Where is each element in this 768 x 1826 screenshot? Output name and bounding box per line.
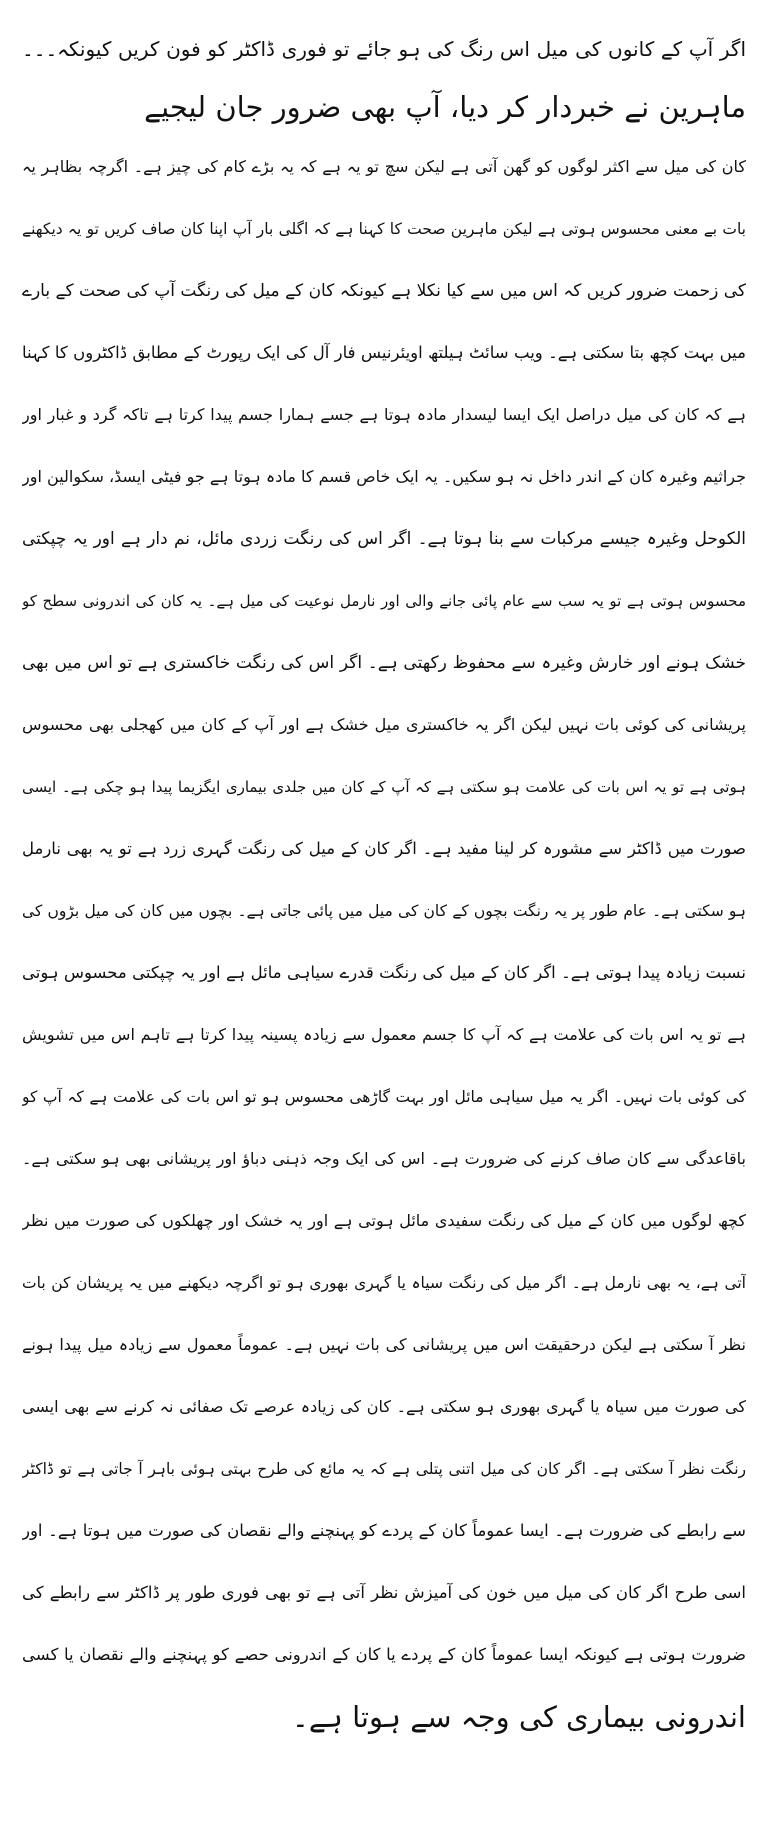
body-line: باقاعدگی سے کان صاف کرنے کی ضرورت ہے۔ اس کی ایک وجہ ذہنی دباؤ اور پریشانی بھی ہو سکتی ہے۔: [22, 1149, 746, 1168]
body-line: رنگت نظر آ سکتی ہے۔ اگر کان کی میل اتنی پتلی ہے کہ یہ مائع کی طرح بہتی ہوئی باہر آ جاتی ہے تو ڈاکٹر: [22, 1460, 746, 1478]
body-line: کی زحمت ضرور کریں کہ اس میں سے کیا نکلا ہے کیونکہ کان کے میل کی رنگت آپ کی صحت کے بارے: [22, 281, 746, 301]
body-line: کچھ لوگوں میں کان کے میل کی رنگت سفیدی مائل ہوتی ہے اور یہ خشک اور چھلکوں کی صورت میں نظر: [22, 1211, 746, 1230]
body-line: کی صورت میں سیاہ یا گہری بھوری ہو سکتی ہے۔ کان کی زیادہ عرصے تک صفائی نہ کرنے سے بھی ایسی: [22, 1397, 746, 1416]
body-line: میں بہت کچھ بتا سکتی ہے۔ ویب سائٹ ہیلتھ اویئرنیس فار آل کی ایک رپورٹ کے مطابق ڈاکٹروں کا کہنا: [22, 343, 746, 362]
body-line: ہو سکتی ہے۔ عام طور پر یہ رنگت بچوں کے کان کی میل میں پائی جاتی ہے۔ بچوں میں کان کی میل بڑوں کی: [22, 902, 746, 920]
body-line: نظر آ سکتی ہے لیکن درحقیقت اس میں پریشانی کی بات نہیں ہے۔ عموماً معمول سے زیادہ میل پیدا ہونے: [22, 1335, 746, 1354]
body-line: ہے کہ کان کی میل دراصل ایک ایسا لیسدار مادہ ہوتا ہے جسے ہمارا جسم پیدا کرتا ہے تاکہ گرد و غبار اور: [22, 405, 746, 424]
article: [22, 20, 746, 1748]
body-line: کان کی میل سے اکثر لوگوں کو گھن آتی ہے لیکن سچ تو یہ ہے کہ یہ بڑے کام کی چیز ہے۔ اگرچہ بظاہر یہ: [22, 157, 746, 176]
body-line: کی کوئی بات نہیں۔ اگر یہ میل سیاہی مائل اور بہت گاڑھی محسوس ہو تو اس بات کی علامت ہے کہ آپ کو: [22, 1088, 746, 1106]
body-line: بات بے معنی محسوس ہوتی ہے لیکن ماہرین صحت کا کہنا ہے کہ اگلی بار آپ اپنا کان صاف کریں تو یہ دیکھنے: [22, 220, 746, 238]
body-line: نسبت زیادہ پیدا ہوتی ہے۔ اگر کان کے میل کی رنگت قدرے سیاہی مائل ہے اور یہ چپکتی محسوس ہوتی: [22, 963, 746, 982]
body-line: اسی طرح اگر کان کی میل میں خون کی آمیزش نظر آتی ہے تو بھی فوری طور پر ڈاکٹر سے رابطے کی: [22, 1583, 746, 1602]
body-line: ضرورت ہوتی ہے کیونکہ ایسا عموماً کان کے پردے یا کان کے اندرونی حصے کو پہنچنے والے نقصان یا کسی: [22, 1645, 746, 1664]
body-line: سے رابطے کی ضرورت ہے۔ ایسا عموماً کان کے پردے کو پہنچنے والے نقصان کی صورت میں ہوتا ہے۔ اور: [22, 1521, 746, 1540]
headline-line-2: ماہرین نے خبردار کر دیا، آپ بھی ضرور جان لیجیے: [144, 90, 746, 124]
body-line: صورت میں ڈاکٹر سے مشورہ کر لینا مفید ہے۔ اگر کان کے میل کی رنگت گہری زرد ہے تو یہ بھی نارمل: [22, 839, 746, 858]
body-line: الکوحل وغیرہ جیسے مرکبات سے بنا ہوتا ہے۔ اگر اس کی رنگت زردی مائل، نم دار ہے اور یہ چپکتی: [22, 529, 746, 549]
body-line: ہوتی ہے تو یہ اس بات کی علامت ہو سکتی ہے کہ آپ کے کان میں جلدی بیماری ایگزیما پیدا ہو چکی ہے۔ ایسی: [22, 778, 746, 796]
body-line: پریشانی کی کوئی بات نہیں لیکن اگر یہ خاکستری میل خشک ہے اور آپ کے کان میں کھجلی بھی محسوس: [22, 715, 746, 734]
body-line: محسوس ہوتی ہے تو یہ سب سے عام پائی جانے والی اور نارمل نوعیت کی میل ہے۔ یہ کان کی اندرونی سطح کو: [22, 592, 746, 610]
body-line: ہے تو یہ اس بات کی علامت ہے کہ آپ کا جسم معمول سے زیادہ پسینہ پیدا کرتا ہے تاہم اس میں تشویش: [22, 1025, 746, 1044]
body-line-final: اندرونی بیماری کی وجہ سے ہوتا ہے۔: [291, 1700, 746, 1734]
body-line: جراثیم وغیرہ کان کے اندر داخل نہ ہو سکیں۔ یہ ایک خاص قسم کا مادہ ہوتا ہے جو فیٹی ایسڈ، سکوالین اور: [22, 467, 746, 486]
headline-line-1: اگر آپ کے کانوں کی میل اس رنگ کی ہو جائے تو فوری ڈاکٹر کو فون کریں کیونکہ۔۔۔: [22, 37, 746, 61]
body-line: خشک ہونے اور خارش وغیرہ سے محفوظ رکھتی ہے۔ اگر اس کی رنگت خاکستری ہے تو اس میں بھی: [22, 653, 746, 673]
body-line: آتی ہے، یہ بھی نارمل ہے۔ اگر میل کی رنگت سیاہ یا گہری بھوری ہو تو اگرچہ دیکھنے میں یہ پریشان کن بات: [22, 1274, 746, 1292]
